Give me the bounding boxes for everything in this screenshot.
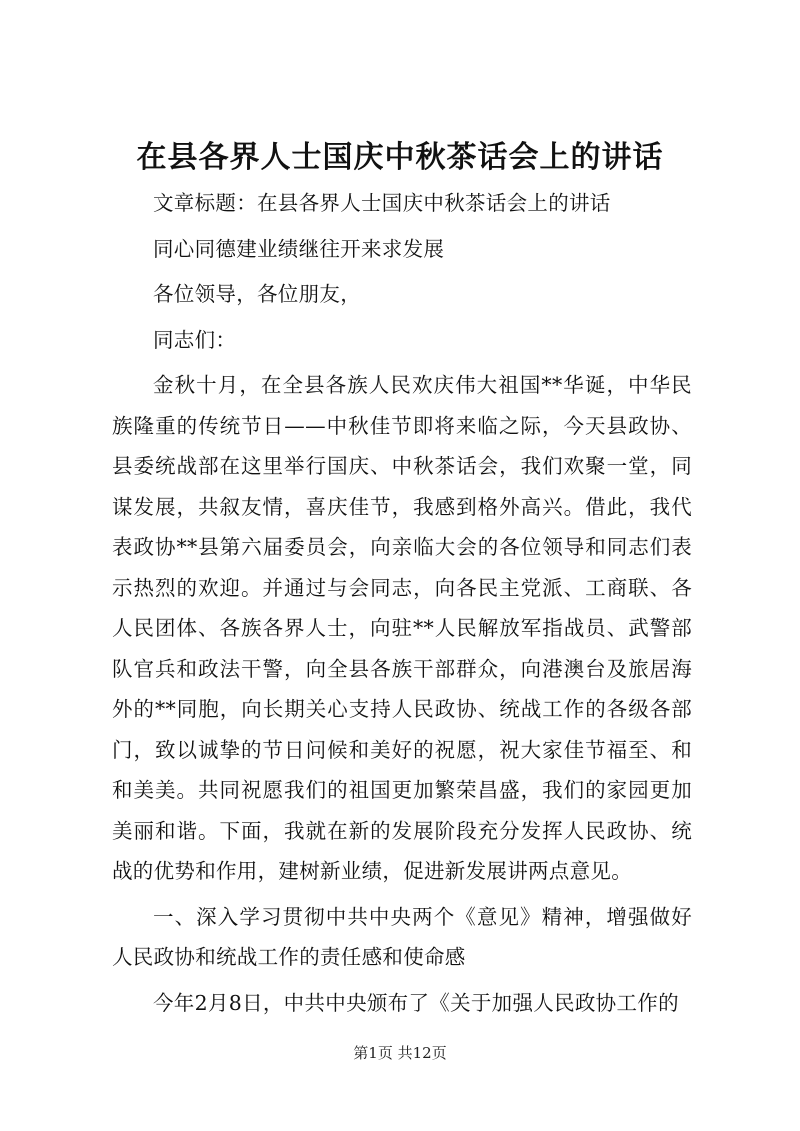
document-body — [112, 183, 692, 1023]
document-title: 在县各界人士国庆中秋茶话会上的讲话 — [136, 140, 664, 175]
paragraph-section-heading: 一、深入学习贯彻中共中央两个《意见》精神，增强做好人民政协和统战工作的责任感和使命感 — [112, 904, 692, 969]
paragraph-salutation: 各位领导，各位朋友， — [153, 282, 361, 306]
page-footer: 第1页 共12页 — [353, 1044, 447, 1062]
paragraph-salutation-comrades: 同志们： — [153, 327, 237, 352]
paragraph-section-body: 今年2月8日，中共中央颁布了《关于加强人民政协工作的 — [153, 990, 679, 1015]
paragraph-article-title: 文章标题：在县各界人士国庆中秋茶话会上的讲话 — [153, 191, 611, 215]
paragraph-subtitle: 同心同德建业绩继往开来求发展 — [153, 236, 445, 261]
paragraph-opening: 金秋十月，在全县各族人民欢庆伟大祖国**华诞，中华民族隆重的传统节日——中秋佳节即将来临之际，今天县政协、县委统战部在这里举行国庆、中秋茶话会，我们欢聚一堂，同谋发展，共叙友情，喜庆佳节，我感到格外高兴。借此，我代表政协**县第六届委员会，向亲临大会的各位领导和同志们表示热烈的欢迎。并通过与会同志，向各民主党派、工商联、各人民团体、各族各界人士，向驻**人民解放军指战员、武警部队官兵和政法干警，向全县各族干部群众，向港澳台及旅居海外的**同胞，向长期关心支持人民政协、统战工作的各级各部门，致以诚挚的节日问候和美好的祝愿，祝大家佳节福至、和和美美。共同祝愿我们的祖国更加繁荣昌盛，我们的家园更加美丽和谐。下面，我就在新的发展阶段充分发挥人民政协、统战的优势和作用，建树新业绩，促进新发展讲两点意见。 — [112, 373, 692, 883]
